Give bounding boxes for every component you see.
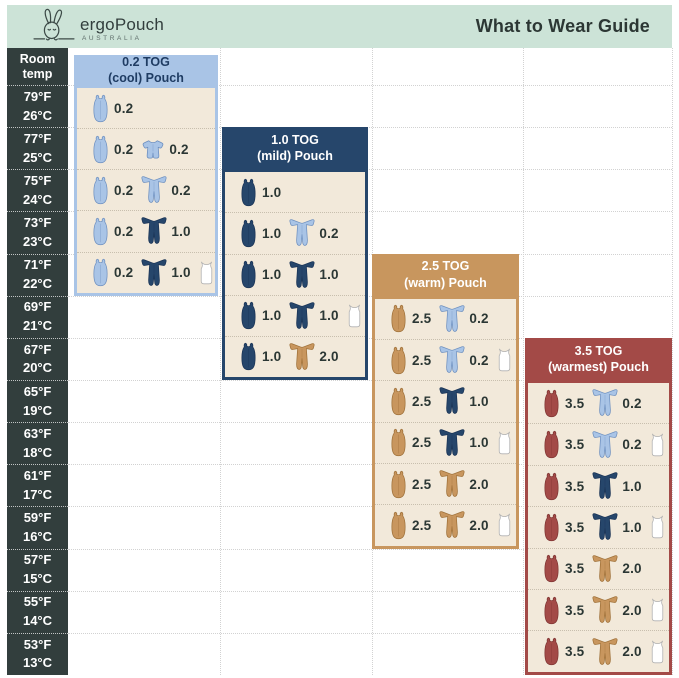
tog-value: 1.0 [319, 267, 339, 283]
sleepsuit-icon [591, 431, 619, 459]
tog-value: 0.2 [319, 225, 339, 241]
singlet-icon [346, 304, 363, 328]
grid-column-line [523, 48, 524, 675]
outfit-row [77, 252, 215, 293]
outfit-row [77, 210, 215, 251]
room-temp-header: Room temp [19, 52, 56, 81]
bunny-logo-icon [33, 8, 75, 45]
outfit-row [225, 336, 365, 377]
pouch-icon [238, 178, 259, 207]
outfit-row [375, 422, 516, 463]
outfit-row [528, 465, 669, 506]
sleepsuit-icon [140, 176, 168, 204]
outfit-row [225, 295, 365, 336]
tog-value: 0.2 [114, 100, 134, 116]
tog-value: 0.2 [171, 182, 191, 198]
sleepsuit-icon [591, 472, 619, 500]
brand-text [80, 16, 164, 46]
singlet-icon [496, 431, 513, 455]
tog-value: 2.0 [622, 644, 642, 660]
panel-title: 2.5 TOG (warm) Pouch [372, 254, 519, 296]
tog-value: 0.2 [622, 395, 642, 411]
tog-value: 3.5 [565, 395, 585, 411]
sleepsuit-icon [140, 217, 168, 245]
tog-value: 0.2 [114, 141, 134, 157]
tog-value: 3.5 [565, 561, 585, 577]
outfit-row [77, 88, 215, 128]
temp-row: 63°F 18°C [7, 422, 68, 464]
tog-value: 3.5 [565, 602, 585, 618]
outfit-row [375, 339, 516, 380]
pouch-icon [388, 428, 409, 457]
singlet-icon [496, 348, 513, 372]
tog-value: 1.0 [262, 184, 282, 200]
tog-value: 3.5 [565, 478, 585, 494]
pouch-icon [541, 637, 562, 666]
tog-value: 0.2 [114, 265, 134, 281]
sleepsuit-icon [438, 346, 466, 374]
sleepsuit-icon [288, 219, 316, 247]
tog-value: 2.0 [622, 602, 642, 618]
temp-row: 55°F 14°C [7, 591, 68, 633]
tog-value: 1.0 [319, 308, 339, 324]
outfit-row [528, 630, 669, 671]
temp-row: 69°F 21°C [7, 296, 68, 338]
outfit-row [528, 589, 669, 630]
panel-body [222, 169, 368, 380]
sleepsuit-icon [288, 261, 316, 289]
grid-column-line [672, 48, 673, 675]
temp-rows [7, 85, 68, 675]
sleepsuit-icon [288, 343, 316, 371]
pouch-icon [238, 301, 259, 330]
tog-value: 1.0 [262, 308, 282, 324]
tog-value: 1.0 [171, 265, 191, 281]
outfit-row [375, 463, 516, 504]
brand-name: ergoPouch [80, 14, 165, 34]
outfit-row [77, 169, 215, 210]
singlet-icon [649, 515, 666, 539]
sleepsuit-icon [591, 513, 619, 541]
outfit-row [528, 506, 669, 547]
temp-row: 53°F 13°C [7, 633, 68, 675]
temp-row: 75°F 24°C [7, 169, 68, 211]
outfit-row [225, 212, 365, 253]
pouch-icon [388, 470, 409, 499]
brand-logo [33, 8, 164, 45]
tog-value: 1.0 [262, 225, 282, 241]
outfit-row [375, 380, 516, 421]
tog-value: 2.5 [412, 352, 432, 368]
tog-value: 1.0 [469, 435, 489, 451]
tog-value: 2.0 [469, 476, 489, 492]
romper-icon [140, 139, 166, 160]
tog-value: 2.5 [412, 393, 432, 409]
temp-row: 71°F 22°C [7, 254, 68, 296]
pouch-icon [541, 472, 562, 501]
pouch-icon [388, 387, 409, 416]
pouch-icon [388, 304, 409, 333]
tog-value: 0.2 [469, 352, 489, 368]
pouch-icon [388, 511, 409, 540]
tog-value: 1.0 [262, 349, 282, 365]
sleepsuit-icon [438, 305, 466, 333]
panel-body [74, 85, 218, 296]
pouch-icon [90, 258, 111, 287]
outfit-row [375, 504, 516, 545]
pouch-icon [238, 219, 259, 248]
pouch-icon [90, 217, 111, 246]
tog-value: 3.5 [565, 519, 585, 535]
sleepsuit-icon [438, 429, 466, 457]
singlet-icon [649, 598, 666, 622]
panel-3.5-tog [525, 338, 672, 675]
outfit-row [528, 548, 669, 589]
outfit-row [528, 383, 669, 423]
tog-value: 2.5 [412, 517, 432, 533]
grid-column-line [220, 48, 221, 675]
pouch-icon [238, 342, 259, 371]
tog-value: 0.2 [169, 141, 189, 157]
tog-value: 1.0 [469, 393, 489, 409]
temp-row: 65°F 19°C [7, 380, 68, 422]
tog-value: 3.5 [565, 644, 585, 660]
tog-value: 0.2 [114, 182, 134, 198]
outfit-row [225, 254, 365, 295]
pouch-icon [541, 554, 562, 583]
outfit-row [225, 172, 365, 212]
panel-title: 3.5 TOG (warmest) Pouch [525, 338, 672, 380]
temp-row: 67°F 20°C [7, 338, 68, 380]
sleepsuit-icon [438, 387, 466, 415]
tog-value: 2.0 [622, 561, 642, 577]
tog-value: 1.0 [171, 223, 191, 239]
panel-1.0-tog [222, 127, 368, 380]
page-title: What to Wear Guide [475, 16, 650, 36]
panel-title: 1.0 TOG (mild) Pouch [222, 127, 368, 169]
tog-value: 2.0 [469, 517, 489, 533]
tog-value: 0.2 [114, 223, 134, 239]
tog-value: 0.2 [622, 437, 642, 453]
tog-value: 1.0 [622, 519, 642, 535]
tog-value: 3.5 [565, 437, 585, 453]
outfit-row [375, 299, 516, 339]
pouch-icon [238, 260, 259, 289]
singlet-icon [496, 513, 513, 537]
room-temp-column [7, 48, 68, 675]
grid-row-line [68, 296, 672, 297]
tog-value: 1.0 [262, 267, 282, 283]
top-header-bar [7, 5, 672, 48]
temp-row: 57°F 15°C [7, 549, 68, 591]
pouch-icon [541, 389, 562, 418]
pouch-icon [90, 176, 111, 205]
tog-value: 2.5 [412, 311, 432, 327]
outfit-row [528, 423, 669, 464]
panel-body [372, 296, 519, 549]
sleepsuit-icon [288, 302, 316, 330]
brand-subtitle: AUSTRALIA [82, 34, 142, 42]
sleepsuit-icon [591, 638, 619, 666]
pouch-icon [541, 596, 562, 625]
tog-value: 2.0 [319, 349, 339, 365]
panel-0.2-tog [74, 55, 218, 296]
pouch-icon [541, 513, 562, 542]
pouch-icon [90, 94, 111, 123]
outfit-row [77, 128, 215, 169]
sleepsuit-icon [438, 470, 466, 498]
temp-row: 73°F 23°C [7, 211, 68, 253]
panel-title: 0.2 TOG (cool) Pouch [74, 55, 218, 85]
singlet-icon [198, 261, 215, 285]
tog-value: 0.2 [469, 311, 489, 327]
pouch-icon [388, 346, 409, 375]
tog-value: 1.0 [622, 478, 642, 494]
panel-2.5-tog [372, 254, 519, 549]
tog-value: 2.5 [412, 476, 432, 492]
singlet-icon [649, 433, 666, 457]
tog-value: 2.5 [412, 435, 432, 451]
panel-body [525, 380, 672, 675]
sleepsuit-icon [591, 389, 619, 417]
sleepsuit-icon [591, 555, 619, 583]
temp-row: 77°F 25°C [7, 127, 68, 169]
sleepsuit-icon [438, 511, 466, 539]
singlet-icon [649, 640, 666, 664]
sleepsuit-icon [140, 259, 168, 287]
pouch-icon [90, 135, 111, 164]
temp-row: 59°F 16°C [7, 506, 68, 548]
temp-row: 61°F 17°C [7, 464, 68, 506]
temp-row: 79°F 26°C [7, 85, 68, 127]
sleepsuit-icon [591, 596, 619, 624]
pouch-icon [541, 430, 562, 459]
